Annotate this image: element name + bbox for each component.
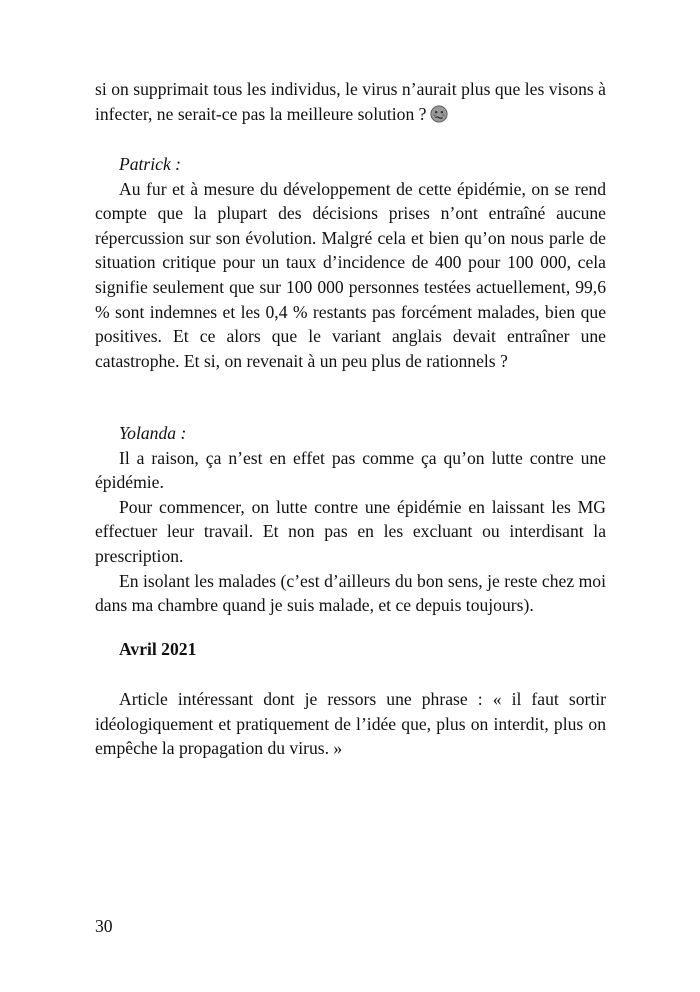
patrick-block	[95, 152, 606, 373]
yolanda-block	[95, 421, 606, 618]
paragraph-yolanda-1: Il a raison, ça n’est en effet pas comme ça qu’on lutte contre une épidémie.	[95, 447, 606, 493]
page-number: 30	[95, 916, 113, 936]
article-block	[95, 687, 606, 761]
paragraph-yolanda-3: En isolant les malades (c’est d’ailleurs du bon sens, je reste chez moi dans ma chambre quand je suis malade, et ce depuis toujours).	[95, 570, 606, 616]
sick-face-emoji-icon	[430, 105, 448, 123]
intro-text: si on supprimait tous les individus, le virus n’aurait plus que les visons à infecter, ne serait-ce pas la meilleure solution ?	[95, 79, 606, 124]
section-heading: Avril 2021	[119, 639, 197, 659]
intro-paragraph	[95, 77, 606, 126]
speaker-yolanda: Yolanda :	[119, 423, 187, 443]
paragraph-patrick: Au fur et à mesure du développement de cette épidémie, on se rend compte que la plupart des décisions prises n’ont entraîné aucune répercussion sur son évolution. Malgré cela et bien qu’on nous parle de situation critique pour un taux d’incidence de 400 pour 100 000, cela signifie seulement que sur 100 000 personnes testées actuellement, 99,6 % sont indemnes et les 0,4 % restants pas forcément malades, bien que positives. Et ce alors que le variant anglais devait entraîner une catastrophe. Et si, on revenait à un peu plus de rationnels ?	[95, 178, 606, 371]
paragraph-article: Article intéressant dont je ressors une phrase : « il faut sortir idéologiquement et pratiquement de l’idée que, plus on interdit, plus on empêche la propagation du virus. »	[95, 689, 606, 759]
intro-block	[95, 77, 606, 126]
speaker-patrick: Patrick :	[119, 154, 182, 174]
heading-block	[95, 637, 606, 662]
paragraph-yolanda-2: Pour commencer, on lutte contre une épidémie en laissant les MG effectuer leur travail. Et non pas en les excluant ou interdisant la prescription.	[95, 496, 606, 566]
